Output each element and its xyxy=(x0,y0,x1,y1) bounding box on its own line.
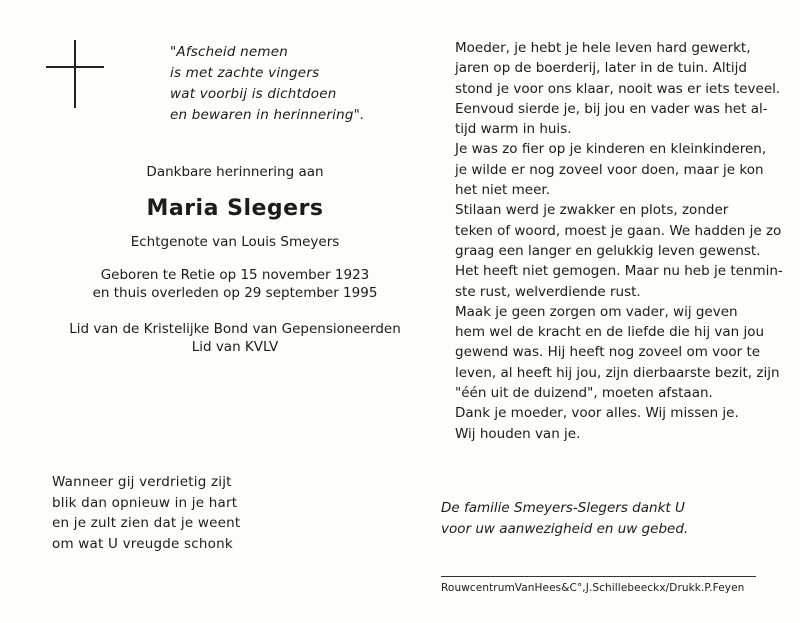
membership-line: Lid van de Kristelijke Bond van Gepensioneerden xyxy=(69,321,401,337)
letter-line: gewend was. Hij heeft nog zoveel om voor te xyxy=(455,344,761,361)
letter-line: Wij houden van je. xyxy=(455,425,581,442)
life-dates xyxy=(40,266,430,302)
letter-line: Stilaan werd je zwakker en plots, zonder xyxy=(455,202,729,219)
letter-line: Dank je moeder, voor alles. Wij missen je. xyxy=(455,405,739,422)
thanks-line: voor uw aanwezigheid en uw gebed. xyxy=(441,520,689,537)
letter-paragraph xyxy=(441,200,783,301)
letter-line: jaren op de boerderij, later in de tuin. Altijd xyxy=(455,60,747,77)
letter-line: het niet meer. xyxy=(455,182,551,199)
letter-line: leven, al heeft hij jou, zijn dierbaarste bezit, zijn xyxy=(455,364,780,381)
letter-paragraph xyxy=(441,403,766,444)
memberships xyxy=(40,320,430,356)
letter-line: Het heeft niet gemogen. Maar nu heb je tenmin- xyxy=(455,263,783,280)
letter-line: hem wel de kracht en de liefde die hij van jou xyxy=(455,324,765,341)
letter-line: je wilde er nog zoveel voor doen, maar je kon xyxy=(455,161,764,178)
letter-line: tijd warm in huis. xyxy=(455,121,572,138)
letter-line: Moeder, je hebt je hele leven hard gewerkt, xyxy=(455,40,751,56)
farewell-letter xyxy=(441,38,783,444)
letter-paragraph xyxy=(441,99,766,140)
letter-line: ste rust, welverdiende rust. xyxy=(455,283,641,300)
letter-line: "één uit de duizend", moeten afstaan. xyxy=(455,385,713,402)
poem-line: wat voorbij is dichtdoen xyxy=(170,86,337,102)
letter-paragraph xyxy=(441,139,766,200)
death-line: en thuis overleden op 29 september 1995 xyxy=(92,285,378,301)
poem-line: en je zult zien dat je weent xyxy=(52,515,241,531)
letter-paragraph xyxy=(441,302,780,403)
letter-line: graag een langer en gelukkig leven gewenst. xyxy=(455,242,761,259)
poem-line: Wanneer gij verdrietig zijt xyxy=(52,474,232,490)
intro-text: Dankbare herinnering aan xyxy=(146,164,324,180)
printer-credit: RouwcentrumVanHees&C°,J.Schillebeeckx/Drukk.P.Feyen xyxy=(441,582,745,594)
family-thanks xyxy=(441,498,688,539)
membership-line: Lid van KVLV xyxy=(191,339,279,355)
divider xyxy=(441,576,756,577)
poem-line: is met zachte vingers xyxy=(170,65,320,81)
poem-line: "Afscheid nemen xyxy=(170,44,289,60)
letter-paragraph xyxy=(441,38,781,99)
poem-line: blik dan opnieuw in je hart xyxy=(52,494,238,511)
letter-line: Eenvoud sierde je, bij jou en vader was het al- xyxy=(455,100,768,117)
birth-line: Geboren te Retie op 15 november 1923 xyxy=(100,267,370,283)
letter-line: Je was zo fier op je kinderen en kleinkinderen, xyxy=(455,141,767,158)
letter-line: stond je voor ons klaar, nooit was er iets teveel. xyxy=(455,80,781,97)
spouse-text: Echtgenote van Louis Smeyers xyxy=(130,234,340,250)
deceased-name: Maria Slegers xyxy=(146,196,324,221)
letter-line: teken of woord, moest je gaan. We hadden je zo xyxy=(455,222,782,239)
poem-line: en bewaren in herinnering". xyxy=(170,107,365,123)
poem-top xyxy=(170,42,365,126)
letter-line: Maak je geen zorgen om vader, wij geven xyxy=(455,303,738,320)
poem-line: om wat U vreugde schonk xyxy=(52,535,233,552)
poem-bottom xyxy=(52,472,240,554)
thanks-line: De familie Smeyers-Slegers dankt U xyxy=(441,500,685,516)
